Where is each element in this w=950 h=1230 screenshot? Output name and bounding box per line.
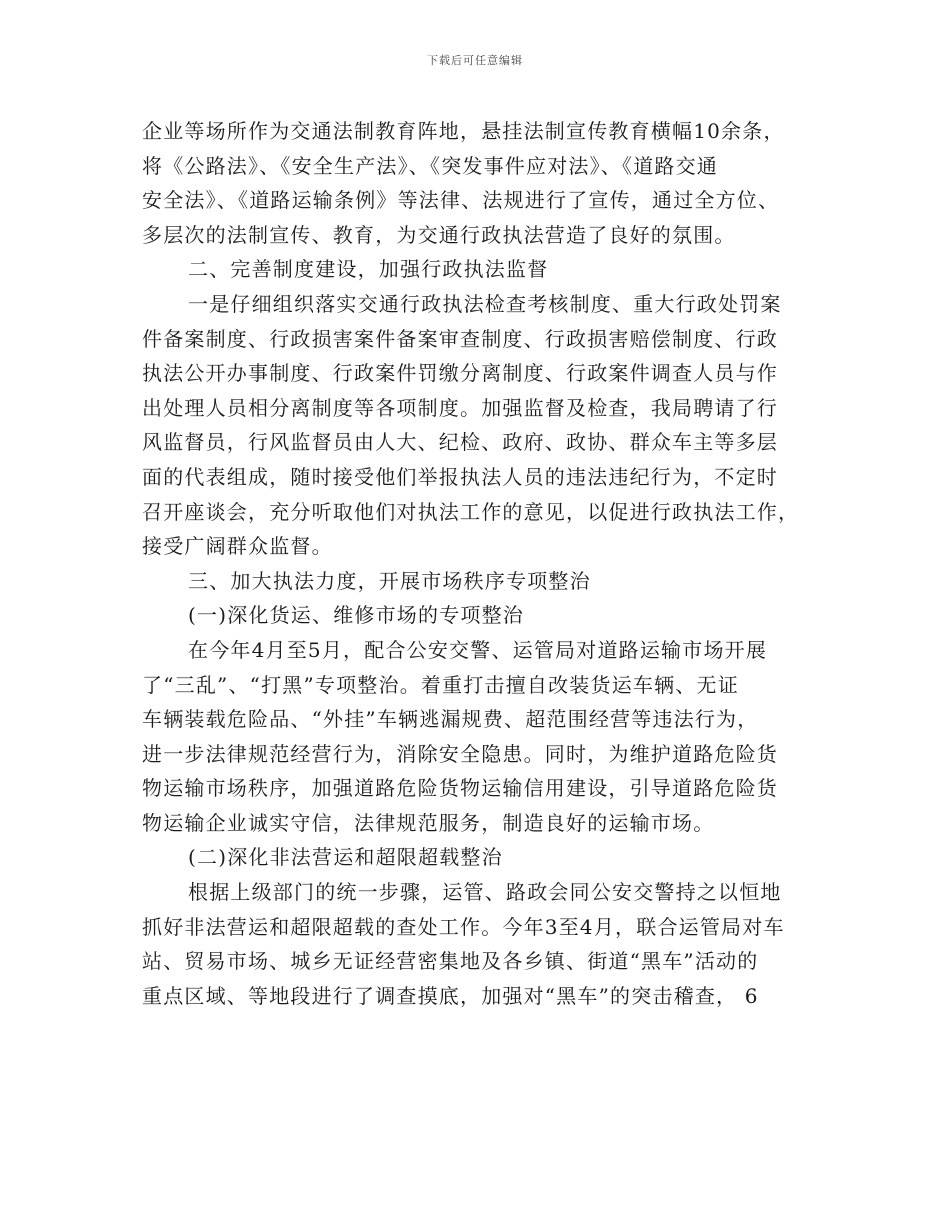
text-line: 物运输企业诚实守信，法律规范服务，制造良好的运输市场。 — [142, 810, 715, 835]
text-line: 车辆装载危险品、“外挂”车辆逃漏规费、超范围经营等违法行为， — [142, 707, 759, 732]
text-line: 多层次的法制宣传、教育，为交通行政执法营造了良好的氛围。 — [142, 222, 736, 247]
text-line: 进一步法律规范经营行为，消除安全隐患。同时，为维护道路危险货 — [142, 741, 778, 766]
text-line: 执法公开办事制度、行政案件罚缴分离制度、行政案件调查人员与作 — [142, 361, 778, 386]
text-line: 在今年4月至5月，配合公安交警、运管局对道路运输市场开展 — [188, 637, 768, 662]
text-line: 物运输市场秩序，加强道路危险货物运输信用建设，引导道路危险货 — [142, 776, 778, 801]
text-line: (二)深化非法营运和超限超载整治 — [188, 845, 503, 870]
text-line: 召开座谈会，充分听取他们对执法工作的意见，以促进行政执法工作， — [142, 499, 800, 524]
text-line: 二、完善制度建设，加强行政执法监督 — [188, 257, 549, 282]
text-line: 了“三乱”、“打黑”专项整治。着重打击擅自改装货运车辆、无证 — [142, 672, 739, 697]
text-line: 件备案制度、行政损害案件备案审查制度、行政损害赔偿制度、行政 — [142, 326, 778, 351]
text-line: 安全法》、《道路运输条例》等法律、法规进行了宣传，通过全方位、 — [142, 188, 780, 213]
document-body — [142, 114, 810, 1013]
text-line: 站、贸易市场、城乡无证经营密集地及各乡镇、街道“黑车”活动的 — [142, 949, 759, 974]
text-line: 出处理人员相分离制度等各项制度。加强监督及检查，我局聘请了行 — [142, 395, 778, 420]
text-line: 一是仔细组织落实交通行政执法检查考核制度、重大行政处罚案 — [188, 291, 782, 316]
text-line: 接受广阔群众监督。 — [142, 534, 333, 559]
text-line: 重点区域、等地段进行了调查摸底，加强对“黑车”的突击稽查， 6 — [142, 983, 759, 1008]
text-line: 将《公路法》、《安全生产法》、《突发事件应对法》、《道路交通 — [142, 153, 718, 178]
text-line: (一)深化货运、维修市场的专项整治 — [188, 603, 525, 628]
page-header: 下载后可任意编辑 — [427, 54, 523, 67]
text-line: 风监督员，行风监督员由人大、纪检、政府、政协、群众车主等多层 — [142, 430, 778, 455]
text-line: 三、加大执法力度，开展市场秩序专项整治 — [188, 568, 591, 593]
text-line: 面的代表组成，随时接受他们举报执法人员的违法违纪行为，不定时 — [142, 464, 778, 489]
text-line: 根据上级部门的统一步骤，运管、路政会同公安交警持之以恒地 — [188, 880, 782, 905]
text-line: 抓好非法营运和超限超载的查处工作。今年3至4月，联合运管局对车 — [142, 914, 785, 939]
text-line: 企业等场所作为交通法制教育阵地，悬挂法制宣传教育横幅10余条， — [142, 119, 785, 143]
